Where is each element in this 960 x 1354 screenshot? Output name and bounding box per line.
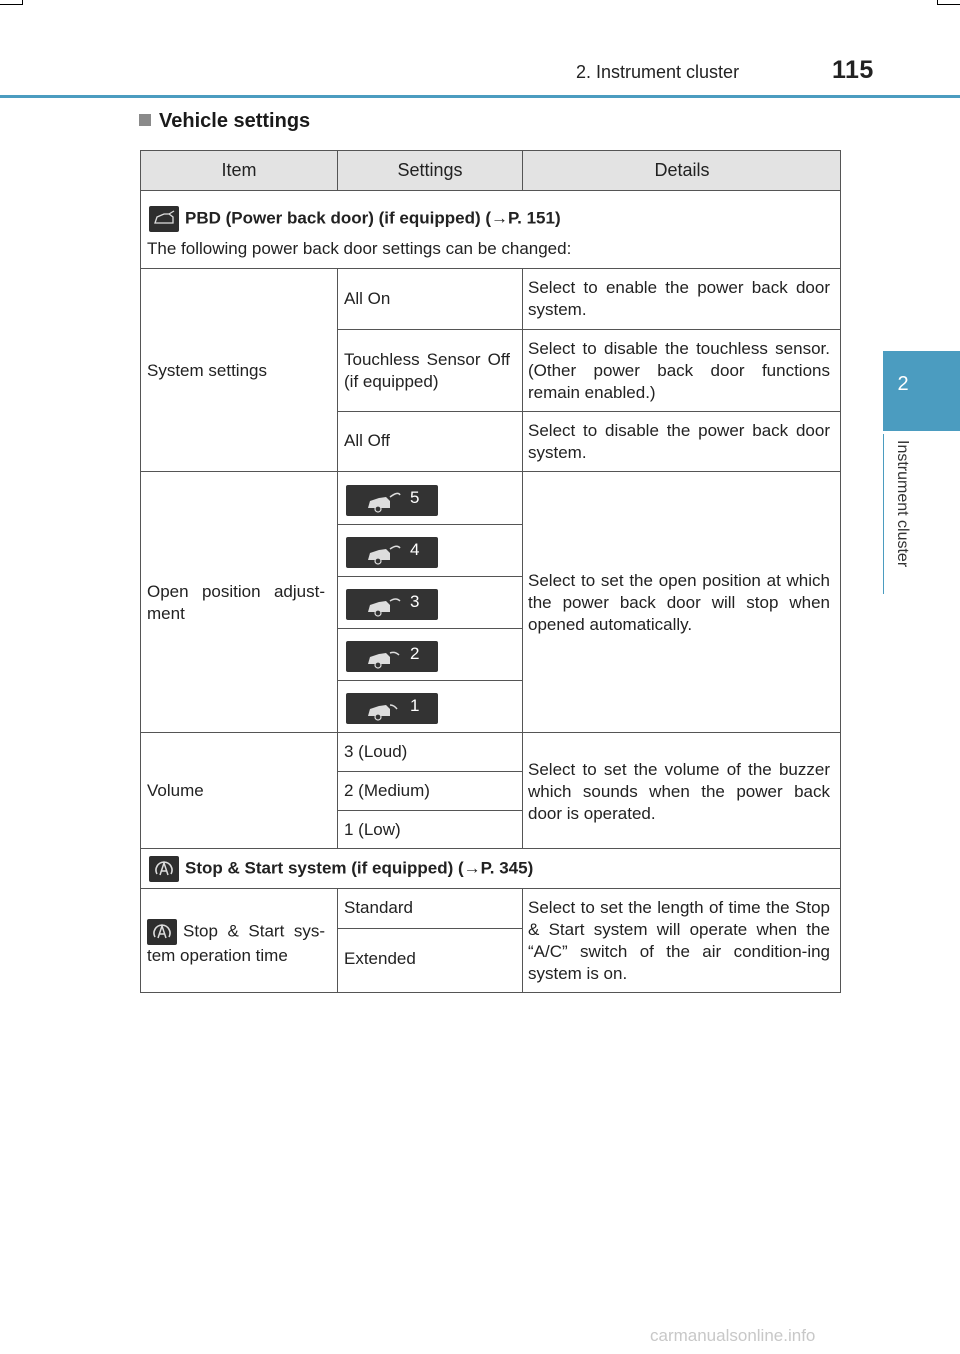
open-position-3-label: 3 <box>410 592 420 611</box>
header-rule <box>0 95 960 98</box>
row-divider <box>337 329 840 330</box>
chapter-tab-line <box>883 434 884 594</box>
row-divider <box>337 810 522 811</box>
row-divider <box>141 471 840 472</box>
chapter-tab <box>883 351 960 431</box>
crop-mark <box>937 0 938 5</box>
row-divider <box>337 411 840 412</box>
details-touchless-sensor-off: Select to disable the touchless sensor. (Other power back door functions remain enabled.) <box>528 339 830 402</box>
chapter-title: 2. Instrument cluster <box>576 62 740 82</box>
details-all-off: Select to disable the power back door system. <box>528 421 830 462</box>
crop-mark <box>0 4 22 5</box>
item-open-position: Open position adjust-ment <box>147 582 325 623</box>
row-divider <box>141 888 840 889</box>
open-position-3-icon <box>346 589 438 620</box>
open-position-5-label: 5 <box>410 488 420 507</box>
stop-start-section-title <box>149 856 829 882</box>
setting-volume-loud: 3 (Loud) <box>344 742 408 761</box>
item-stop-start-operation-time <box>147 919 325 967</box>
open-position-2-icon <box>346 641 438 672</box>
row-divider <box>337 628 522 629</box>
details-volume: Select to set the volume of the buzzer which sounds when the power back door is operated. <box>528 760 830 823</box>
details-open-position: Select to set the open position at which the power back door will stop when opened automatically. <box>528 571 830 634</box>
column-divider <box>522 151 523 191</box>
row-divider <box>337 680 522 681</box>
setting-all-off: All Off <box>344 431 390 450</box>
chapter-tab-number: 2 <box>897 373 909 395</box>
column-divider <box>337 151 338 191</box>
row-divider <box>141 190 840 191</box>
row-divider <box>337 928 522 929</box>
details-stop-start: Select to set the length of time the Stop & Start system will operate when the “A/C” switch of the air condition-ing system is on. <box>528 898 830 983</box>
item-system-settings: System settings <box>147 361 267 380</box>
row-divider <box>337 576 522 577</box>
open-position-1-icon <box>346 693 438 724</box>
column-header-settings: Settings <box>397 160 463 180</box>
setting-touchless-sensor-off: Touchless Sensor Off (if equipped) <box>344 350 510 391</box>
square-bullet-icon <box>139 114 151 126</box>
row-divider <box>141 268 840 269</box>
setting-standard: Standard <box>344 898 413 917</box>
open-position-4-label: 4 <box>410 540 420 559</box>
details-all-on: Select to enable the power back door system. <box>528 278 830 319</box>
setting-volume-medium: 2 (Medium) <box>344 781 430 800</box>
item-stop-start-text: Stop & Start sys-tem operation time <box>147 921 325 965</box>
section-title: Vehicle settings <box>159 110 311 132</box>
column-divider <box>337 888 338 992</box>
open-position-4-icon <box>346 537 438 568</box>
chapter-tab-label: Instrument cluster <box>894 440 911 568</box>
open-position-1-label: 1 <box>410 696 420 715</box>
column-divider <box>337 268 338 849</box>
watermark: carmanualsonline.info <box>650 1326 816 1345</box>
stop-start-icon <box>149 856 179 882</box>
power-back-door-icon <box>149 206 179 232</box>
setting-volume-low: 1 (Low) <box>344 820 401 839</box>
pbd-note: The following power back door settings can be changed: <box>147 239 572 258</box>
open-position-2-label: 2 <box>410 644 420 663</box>
crop-mark <box>938 4 960 5</box>
pbd-section-title <box>149 206 829 232</box>
row-divider <box>337 524 522 525</box>
settings-table <box>140 150 841 993</box>
column-divider <box>522 268 523 849</box>
row-divider <box>141 848 840 849</box>
column-divider <box>522 888 523 992</box>
crop-mark <box>22 0 23 5</box>
page-number: 115 <box>832 56 874 84</box>
stop-start-title-text: Stop & Start system (if equipped) (→P. 345) <box>185 858 534 878</box>
item-volume: Volume <box>147 781 204 800</box>
stop-start-icon <box>147 919 177 945</box>
column-header-item: Item <box>221 160 257 180</box>
setting-all-on: All On <box>344 289 391 308</box>
section-heading <box>139 110 310 133</box>
pbd-title-text: PBD (Power back door) (if equipped) (→P. 151) <box>185 208 561 228</box>
column-header-details: Details <box>654 160 710 180</box>
row-divider <box>337 771 522 772</box>
setting-extended: Extended <box>344 949 416 968</box>
row-divider <box>141 732 840 733</box>
open-position-5-icon <box>346 485 438 516</box>
